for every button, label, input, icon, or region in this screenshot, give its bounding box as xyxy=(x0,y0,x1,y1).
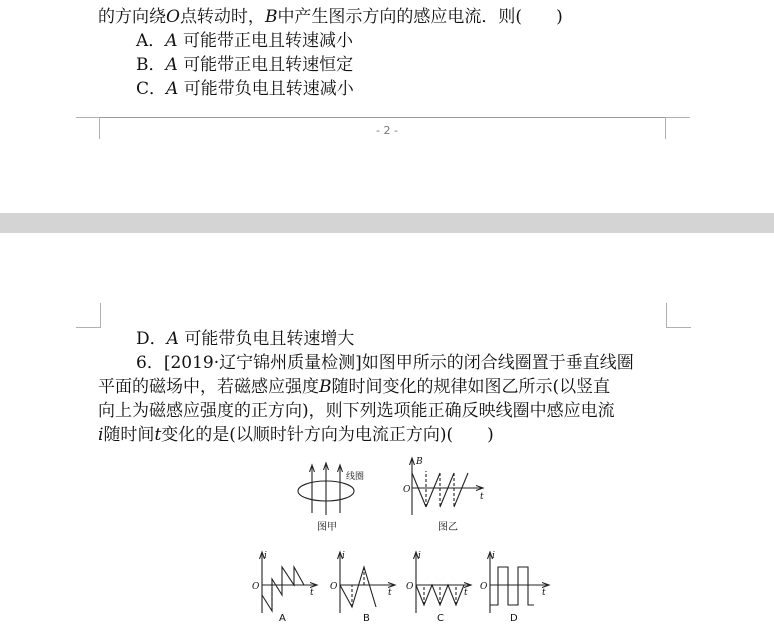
axis-b-label: B xyxy=(416,457,423,467)
option-a: A．A 可能带正电且转速减小 xyxy=(136,31,353,51)
question-5-continuation: 的方向绕O点转动时，B中产生图示方向的感应电流．则( ) xyxy=(98,7,563,27)
figure-jia-coil xyxy=(296,461,376,517)
corner-mark-left xyxy=(76,303,101,328)
caption-option-d: D xyxy=(510,613,518,624)
corner-mark-right xyxy=(666,303,691,328)
option-graph-d xyxy=(478,549,552,615)
question-6-line-2: 平面的磁场中，若磁感应强度B随时间变化的规律如图乙所示(以竖直 xyxy=(98,377,611,397)
option-graph-b xyxy=(328,549,398,615)
footer-rule-left xyxy=(76,117,100,118)
axis-i-label: i xyxy=(342,551,345,561)
page-number: - 2 - xyxy=(376,124,398,137)
axis-origin-label: O xyxy=(403,485,411,495)
axis-origin-label: O xyxy=(406,582,414,592)
document-page-bottom xyxy=(0,233,774,630)
axis-origin-label: O xyxy=(480,582,488,592)
caption-option-b: B xyxy=(363,613,370,624)
caption-option-c: C xyxy=(437,613,444,624)
axis-i-label: i xyxy=(418,551,421,561)
caption-option-a: A xyxy=(279,613,286,624)
option-d: D．A 可能带负电且转速增大 xyxy=(136,329,355,349)
footer-rule-right xyxy=(666,117,690,118)
figure-yi-b-t-graph xyxy=(402,455,492,519)
axis-t-label: t xyxy=(542,588,546,598)
document-page-top xyxy=(0,0,774,213)
coil-label: 线圈 xyxy=(346,472,365,482)
axis-t-label: t xyxy=(480,492,484,502)
axis-origin-label: O xyxy=(252,582,260,592)
axis-t-label: t xyxy=(310,588,314,598)
axis-origin-label: O xyxy=(330,582,338,592)
caption-fig-jia: 图甲 xyxy=(317,522,337,533)
page-gap xyxy=(0,213,774,233)
axis-t-label: t xyxy=(388,588,392,598)
axis-t-label: t xyxy=(464,588,468,598)
option-graph-c xyxy=(404,549,474,615)
footer-rule xyxy=(100,117,666,118)
question-6-line-4: i随时间t变化的是(以顺时针方向为电流正方向)( ) xyxy=(98,425,494,445)
question-6-line-1: 6．[2019·辽宁锦州质量检测]如图甲所示的闭合线圈置于垂直线圈 xyxy=(136,353,634,373)
question-6-line-3: 向上为磁感应强度的正方向)，则下列选项能正确反映线圈中感应电流 xyxy=(98,401,615,421)
axis-i-label: i xyxy=(264,551,267,561)
caption-fig-yi: 图乙 xyxy=(438,522,458,533)
option-b: B．A 可能带正电且转速恒定 xyxy=(136,55,354,75)
option-c: C．A 可能带负电且转速减小 xyxy=(136,79,354,99)
option-graph-a xyxy=(250,549,320,615)
axis-i-label: i xyxy=(492,551,495,561)
